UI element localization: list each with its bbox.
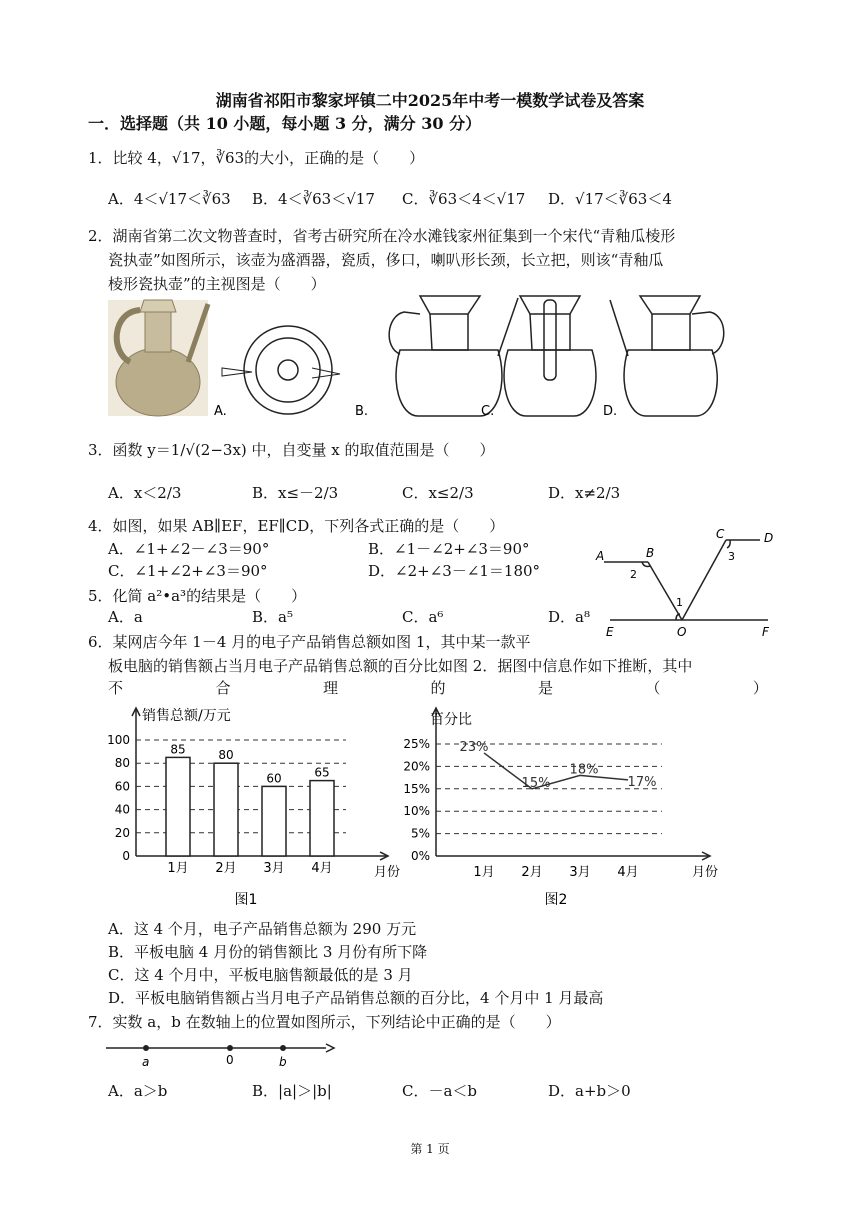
q6-char: 合 <box>215 679 231 697</box>
x-tick-label: 3月 <box>263 861 285 876</box>
bar-value-label: 65 <box>314 765 330 780</box>
y-tick-label: 10% <box>403 804 430 819</box>
q2-figures <box>100 292 780 422</box>
bar <box>214 763 238 856</box>
q6-char: （ <box>645 679 661 697</box>
option-b-view <box>389 296 518 416</box>
q6-option-d: D．平板电脑销售额占当月电子产品销售总额的百分比，4 个月中 1 月最高 <box>108 989 604 1007</box>
page-footer: 第 1 页 <box>410 1142 450 1156</box>
q2-line-1: 2．湖南省第二次文物普查时，省考古研究所在冷水滩钱家州征集到一个宋代“青釉瓜棱形 <box>88 227 676 245</box>
q1-option-b: B．4＜∛63＜√17 <box>252 190 375 208</box>
axis-label-b: b <box>279 1055 287 1069</box>
q1-stem: 1．比较 4，√17，∛63的大小，正确的是（ ） <box>88 149 425 167</box>
q5-option-c: C．a⁶ <box>402 608 444 626</box>
label-D: D <box>764 531 774 545</box>
point-value-label: 18% <box>569 762 599 778</box>
section-heading: 一．选择题（共 10 小题，每小题 3 分，满分 30 分） <box>88 114 482 133</box>
q4-stem: 4．如图，如果 AB∥EF，EF∥CD，下列各式正确的是（ ） <box>88 517 505 535</box>
q2-line-3: 棱形瓷执壶”的主视图是（ ） <box>108 275 326 293</box>
q6-option-a: A．这 4 个月，电子产品销售总额为 290 万元 <box>108 920 417 938</box>
q5-stem: 5．化简 a²•a³的结果是（ ） <box>88 587 307 605</box>
axis-label-0: 0 <box>226 1053 234 1067</box>
y-tick-label: 0 <box>122 849 130 863</box>
chart-caption: 图2 <box>544 892 568 908</box>
bar-value-label: 80 <box>218 748 234 763</box>
x-tick-label: 2月 <box>521 865 543 880</box>
chart-caption: 图1 <box>234 892 258 908</box>
bar-value-label: 60 <box>266 771 282 786</box>
q5-option-d: D．a⁸ <box>548 608 590 626</box>
q1-option-d: D．√17＜∛63＜4 <box>548 190 672 208</box>
q3-option-c: C．x≤2/3 <box>402 484 474 502</box>
q7-option-c: C．－a＜b <box>402 1082 478 1100</box>
page-title: 湖南省祁阳市黎家坪镇二中2025年中考一模数学试卷及答案 <box>215 91 645 110</box>
y-axis-title: 百分比 <box>430 712 472 728</box>
line-chart-fig2 <box>398 700 718 910</box>
y-tick-label: 20 <box>114 825 130 840</box>
x-tick-label: 1月 <box>167 861 189 876</box>
y-tick-label: 5% <box>410 826 430 841</box>
option-d-label: D. <box>603 404 618 419</box>
y-tick-label: 100 <box>107 733 130 747</box>
bar-value-label: 85 <box>170 742 186 757</box>
option-b-label: B. <box>355 404 369 419</box>
point-value-label: 23% <box>459 739 489 755</box>
q6-char: 理 <box>322 679 338 697</box>
y-tick-label: 60 <box>114 779 130 794</box>
q5-option-b: B．a⁵ <box>252 608 293 626</box>
bar <box>166 757 190 856</box>
q3-option-b: B．x≤－2/3 <box>252 484 339 502</box>
angle-3-label: 3 <box>728 550 735 563</box>
y-tick-label: 40 <box>114 802 130 817</box>
x-axis-title: 月份 <box>692 865 719 880</box>
q1-option-c: C．∛63＜4＜√17 <box>402 190 526 208</box>
label-C: C <box>716 527 725 541</box>
q6-char: 是 <box>537 679 553 697</box>
x-tick-label: 4月 <box>617 865 639 880</box>
y-axis-title: 销售总额/万元 <box>142 708 231 724</box>
x-tick-label: 1月 <box>473 865 495 880</box>
bar-chart-fig1 <box>100 700 401 910</box>
q4-option-c: C．∠1+∠2+∠3＝90° <box>108 562 268 580</box>
label-B: B <box>646 546 655 560</box>
bar <box>262 786 286 856</box>
q6-option-b: B．平板电脑 4 月份的销售额比 3 月份有所下降 <box>108 943 428 961</box>
x-axis-title: 月份 <box>374 865 401 880</box>
q6-char: 的 <box>430 679 446 697</box>
label-E: E <box>606 625 614 639</box>
q5-option-a: A．a <box>108 608 143 626</box>
q6-char: 不 <box>108 679 124 697</box>
q6-line-1: 6．某网店今年 1－4 月的电子产品销售总额如图 1，其中某一款平 <box>88 633 531 651</box>
q6-line-3 <box>108 676 768 700</box>
point-value-label: 17% <box>627 774 657 790</box>
angle-1-label: 1 <box>676 596 683 609</box>
label-O: O <box>677 625 687 639</box>
pot-photo <box>108 300 208 416</box>
q3-option-a: A．x＜2/3 <box>108 484 182 502</box>
option-d-view <box>610 296 724 416</box>
y-tick-label: 25% <box>403 737 430 751</box>
bar <box>310 781 334 856</box>
q4-geometry-figure <box>590 522 790 642</box>
label-F: F <box>762 625 769 639</box>
q4-option-d: D．∠2+∠3－∠1＝180° <box>368 562 541 580</box>
y-tick-label: 20% <box>403 759 430 774</box>
x-tick-label: 4月 <box>311 861 333 876</box>
option-a-label: A. <box>214 404 227 419</box>
y-tick-label: 15% <box>403 781 430 796</box>
q4-option-a: A．∠1+∠2－∠3＝90° <box>108 540 270 558</box>
label-A: A <box>596 549 605 563</box>
q1-option-a: A．4＜√17＜∛63 <box>108 190 231 208</box>
q7-number-line <box>100 1036 340 1072</box>
q2-line-2: 瓷执壶”如图所示，该壶为盛酒器，瓷质，侈口，喇叭形长颈，长立把，则该“青釉瓜 <box>108 251 664 269</box>
q3-option-d: D．x≠2/3 <box>548 484 621 502</box>
point-value-label: 15% <box>521 775 551 791</box>
q6-line-2: 板电脑的销售额占当月电子产品销售总额的百分比如图 2．据图中信息作如下推断，其中 <box>108 657 693 675</box>
q4-option-b: B．∠1－∠2+∠3＝90° <box>368 540 530 558</box>
q7-option-a: A．a＞b <box>108 1082 168 1100</box>
x-tick-label: 3月 <box>569 865 591 880</box>
q3-stem: 3．函数 y＝1/√(2−3x) 中，自变量 x 的取值范围是（ ） <box>88 441 495 459</box>
axis-label-a: a <box>142 1055 150 1069</box>
option-a-topview <box>222 326 340 414</box>
q7-stem: 7．实数 a，b 在数轴上的位置如图所示，下列结论中正确的是（ ） <box>88 1013 561 1031</box>
y-tick-label: 80 <box>114 756 130 771</box>
option-c-view <box>504 296 596 416</box>
q6-char: ） <box>752 679 768 697</box>
angle-2-label: 2 <box>630 568 637 581</box>
series-line <box>484 753 628 789</box>
y-tick-label: 0% <box>410 849 430 863</box>
q7-option-d: D．a+b＞0 <box>548 1082 631 1100</box>
q6-option-c: C．这 4 个月中，平板电脑售额最低的是 3 月 <box>108 966 413 984</box>
option-c-label: C. <box>481 404 495 419</box>
q7-option-b: B．|a|＞|b| <box>252 1082 332 1100</box>
x-tick-label: 2月 <box>215 861 237 876</box>
